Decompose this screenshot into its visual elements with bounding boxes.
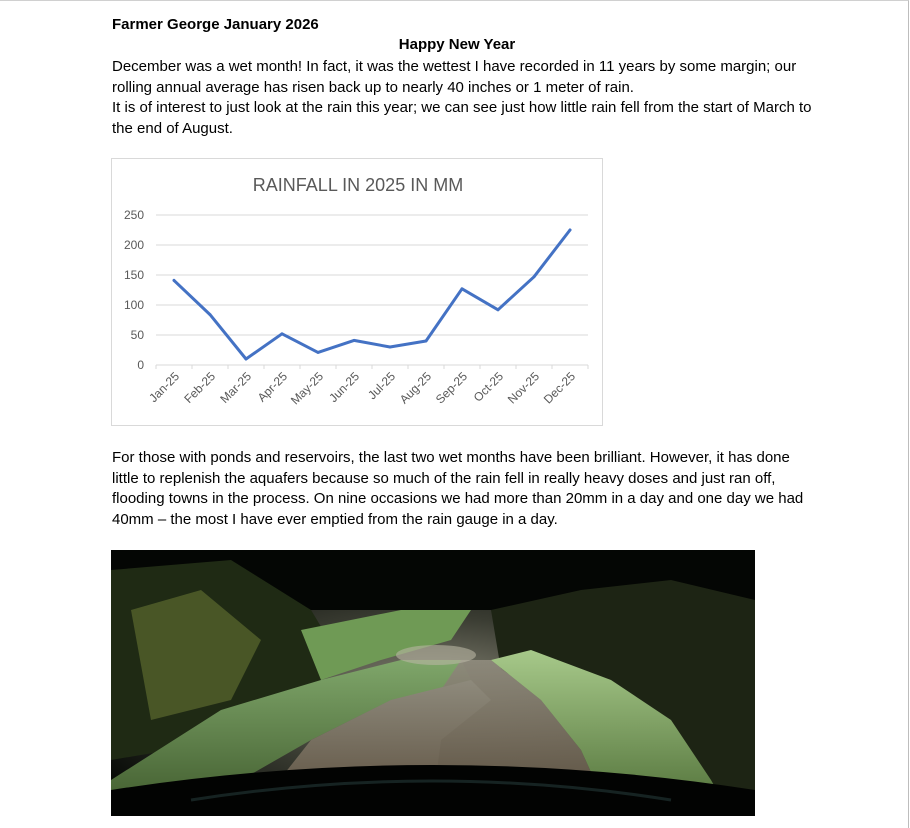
data-point	[569, 229, 572, 232]
chart-title: RAINFALL IN 2025 IN MM	[252, 175, 464, 195]
y-tick-label: 200	[123, 238, 144, 252]
data-point	[353, 339, 356, 342]
y-tick-label: 50	[130, 328, 144, 342]
x-tick-label: Aug-25	[396, 369, 435, 407]
rainfall-series-line	[174, 230, 570, 359]
paragraph-ponds-reservoirs: For those with ponds and reservoirs, the last two wet months have been brilliant. However, it has done little to replenish the aquafers because so much of the rain fell in really heavy doses and just ran off, flooding towns in the process. On nine occasions we had more than 20mm in a day and one day we had 40mm – the most I have ever emptied from the rain gauge in a day.	[112, 449, 804, 528]
document-header: Farmer George January 2026	[112, 16, 319, 33]
chart-x-axis	[146, 365, 588, 407]
y-tick-label: 150	[123, 268, 144, 282]
x-tick-label: Oct-25	[470, 369, 507, 405]
data-point	[317, 351, 320, 354]
data-point	[425, 340, 428, 343]
data-point	[245, 358, 248, 361]
data-point	[281, 332, 284, 335]
paragraph-intro: December was a wet month! In fact, it was the wettest I have recorded in 11 years by some margin; our rolling annual average has risen back up to nearly 40 inches or 1 meter of rain.	[112, 58, 797, 96]
data-point	[389, 346, 392, 349]
data-point	[209, 313, 212, 316]
chart-series	[173, 229, 572, 361]
x-tick-label: Nov-25	[504, 369, 543, 407]
flooded-lane-night-photo-icon	[111, 550, 755, 816]
document-subtitle: Happy New Year	[398, 36, 516, 53]
rainfall-chart	[111, 158, 603, 426]
paragraph-rain-interest: It is of interest to just look at the rain this year; we can see just how little rain fell from the start of March to the end of August.	[112, 99, 812, 137]
flooded-lane-photo	[111, 550, 755, 816]
data-point	[533, 275, 536, 278]
chart-y-axis	[124, 208, 144, 372]
y-tick-label: 100	[123, 298, 144, 312]
y-tick-label: 0	[137, 358, 144, 372]
x-tick-label: Sep-25	[432, 369, 471, 407]
rainfall-chart-svg	[112, 159, 604, 427]
data-point	[461, 287, 464, 290]
x-tick-label: Dec-25	[540, 369, 579, 407]
x-tick-label: May-25	[287, 369, 327, 408]
data-point	[173, 279, 176, 282]
x-tick-label: Jun-25	[326, 369, 363, 406]
x-tick-label: Feb-25	[181, 369, 219, 407]
x-tick-label: Jan-25	[146, 369, 183, 406]
x-tick-label: Apr-25	[254, 369, 291, 405]
x-tick-label: Mar-25	[217, 369, 255, 407]
data-point	[497, 308, 500, 311]
x-tick-label: Jul-25	[365, 369, 399, 403]
y-tick-label: 250	[123, 208, 144, 222]
